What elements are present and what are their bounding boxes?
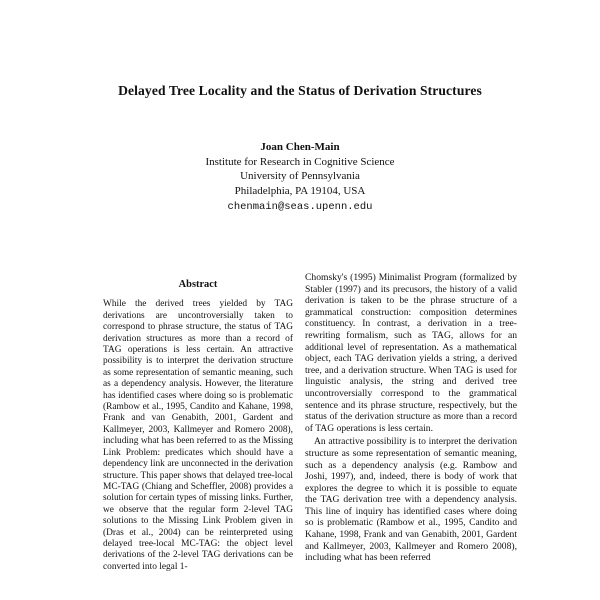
body-paragraph-2: An attractive possibility is to interpret the derivation structure as some representation of semantic meaning, such as a dependency analysis (e.g. Rambow and Joshi, 1997), and, indeed, there is body of work that explores the degree to which it is possible to equate the TAG derivation tree with a dependency analysis. This line of inquiry has identified cases where doing so is problematic (Rambow et al., 1995, Candito and Kahane, 1998, Frank and van Genabith, 2001, Gardent and Kallmeyer, 2003, Kallmeyer and Romero 2008), including what has been referred	[305, 436, 517, 564]
body-column	[305, 272, 517, 564]
abstract-heading: Abstract	[178, 279, 218, 290]
body-paragraph-1: Chomsky's (1995) Minimalist Program (formalized by Stabler (1997) and its precusors, the history of a valid derivation is taken to be the phrase structure of a grammatical construction: composition determines constituency. In contrast, a derivation in a tree-rewriting formalism, such as TAG, allows for an additional level of representation. As a mathematical object, each TAG derivation yields a string, a derived tree, and a derivation structure. When TAG is used for linguistic analysis, the string and derived tree uncontroversially correspond to the grammatical sentence and its phrase structure, respectively, but the status of the derivation structure as more than a record of TAG operations is less certain.	[305, 272, 517, 434]
author-block	[0, 140, 600, 215]
author-email[interactable]: chenmain@seas.upenn.edu	[227, 201, 373, 213]
author-name: Joan Chen-Main	[260, 141, 340, 153]
abstract-column	[103, 279, 293, 573]
author-address: Philadelphia, PA 19104, USA	[234, 184, 366, 197]
author-affiliation-1: Institute for Research in Cognitive Science	[205, 155, 395, 168]
abstract-text: While the derived trees yielded by TAG derivations are uncontroversially taken to correspond to phrase structure, the status of TAG derivation structures as more than a record of TAG operations is less certain. An attractive possibility is to interpret the derivation structure as some representation of semantic meaning, such as a dependency analysis. However, the literature has identified cases where doing so is problematic (Rambow et al., 1995, Candito and Kahane, 1998, Frank and van Genabith, 2001, Gardent and Kallmeyer, 2003, Kallmeyer and Romero 2008), including what has been referred to as the Missing Link Problem: predicates which should have a dependency link are unconnected in the derivation structure. This paper shows that delayed tree-local MC-TAG (Chiang and Scheffler, 2008) provides a solution for certain types of missing links. Further, we observe that the regular form 2-level TAG solutions to the Missing Link Problem given in (Dras et al., 2004) can be reinterpreted using delayed tree-local MC-TAG: the object level derivations of the 2-level TAG derivations can be converted into legal 1-	[103, 299, 293, 572]
paper-title: Delayed Tree Locality and the Status of Derivation Structures	[118, 83, 482, 98]
author-affiliation-2: University of Pennsylvania	[240, 170, 360, 182]
